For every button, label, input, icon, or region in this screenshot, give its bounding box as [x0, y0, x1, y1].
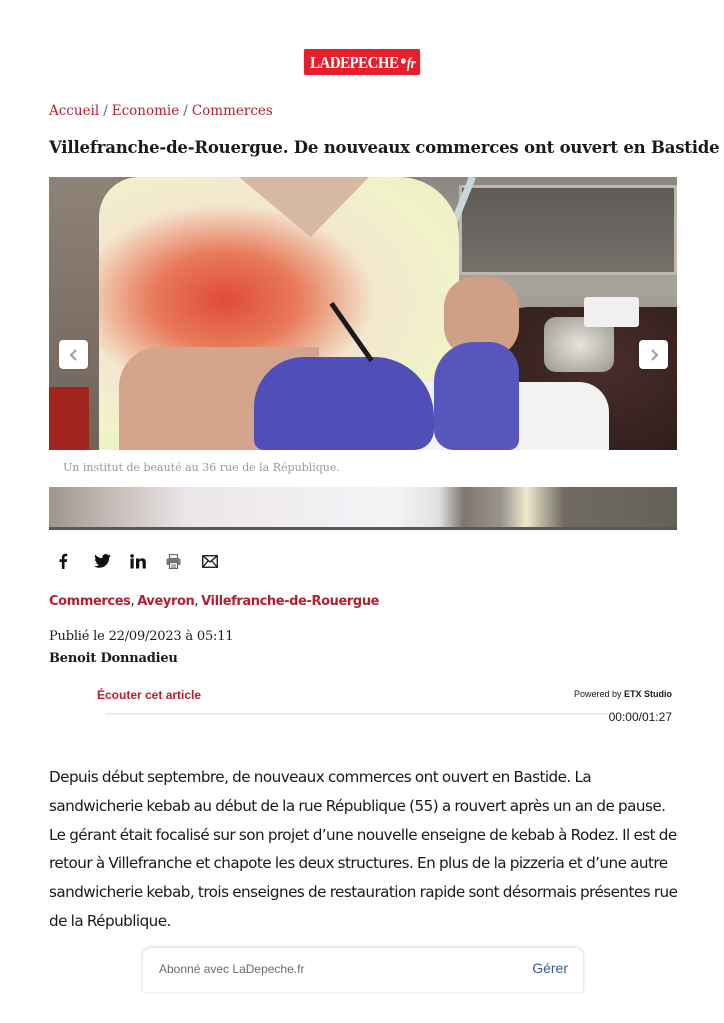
breadcrumb [49, 103, 273, 119]
linkedin-icon [130, 554, 147, 569]
manage-subscription-button[interactable]: Gérer [532, 960, 568, 976]
gallery-photo [49, 177, 677, 450]
article-tags [49, 594, 379, 609]
audio-progress-bar[interactable] [106, 713, 608, 715]
powered-by-brand: ETX Studio [624, 689, 672, 699]
audio-player [96, 686, 676, 726]
logo-text: LADEPECHE [309, 53, 399, 72]
author-name[interactable]: Benoit Donnadieu [49, 651, 178, 666]
tag-link[interactable]: Aveyron [137, 594, 195, 609]
facebook-icon [58, 553, 68, 569]
share-bar [58, 551, 238, 571]
print-icon [166, 554, 181, 569]
gallery-next-button[interactable] [639, 340, 668, 369]
mail-icon [202, 555, 218, 568]
share-twitter-button[interactable] [94, 551, 130, 571]
share-facebook-button[interactable] [58, 551, 94, 571]
gallery-next-photo-preview [49, 487, 677, 530]
powered-by-label [574, 689, 672, 699]
logo-tld: fr [406, 56, 415, 72]
article-body-paragraph: Depuis début septembre, de nouveaux commerces ont ouvert en Bastide. La sandwicherie kebab au début de la rue République (55) a rouvert après un an de pause. Le gérant était focalisé sur son projet d’une nouvelle enseigne de kebab à Rodez. Il est de retour à Villefranche et chapote les deux structures. En plus de la pizzeria et d’une autre sandwicherie kebab, trois enseignes de restauration rapide sont désormais présentes rue de la République. [49, 768, 678, 930]
photo-gallery [49, 177, 677, 450]
listen-article-button[interactable]: Écouter cet article [97, 688, 202, 702]
powered-by-prefix: Powered by [573, 689, 622, 699]
tag-separator: , [130, 594, 135, 609]
header [0, 49, 724, 75]
site-logo[interactable] [304, 49, 421, 75]
tag-link[interactable]: Villefranche-de-Rouergue [201, 594, 380, 609]
print-button[interactable] [166, 551, 202, 571]
subscription-label: Abonné avec LaDepeche.fr [159, 962, 305, 976]
breadcrumb-separator: / [103, 103, 108, 119]
gallery-prev-button[interactable] [59, 340, 88, 369]
chevron-right-icon [648, 348, 660, 362]
share-email-button[interactable] [202, 551, 238, 571]
breadcrumb-separator: / [183, 103, 188, 119]
article-title: Villefranche-de-Rouergue. De nouveaux commerces ont ouvert en Bastide [49, 138, 720, 157]
photo-caption: Un institut de beauté au 36 rue de la République. [63, 461, 340, 474]
breadcrumb-item-economie[interactable]: Economie [111, 103, 180, 119]
logo-dot: • [399, 51, 406, 73]
publish-date: Publié le 22/09/2023 à 05:11 [49, 629, 234, 644]
subscription-bar [143, 948, 583, 992]
twitter-icon [94, 554, 111, 568]
breadcrumb-item-commerces[interactable]: Commerces [191, 103, 273, 119]
share-linkedin-button[interactable] [130, 551, 166, 571]
chevron-left-icon [68, 348, 80, 362]
audio-time: 00:00/01:27 [608, 710, 672, 724]
tag-link[interactable]: Commerces [49, 594, 131, 609]
breadcrumb-item-accueil[interactable]: Accueil [49, 103, 100, 119]
tag-separator: , [194, 594, 199, 609]
